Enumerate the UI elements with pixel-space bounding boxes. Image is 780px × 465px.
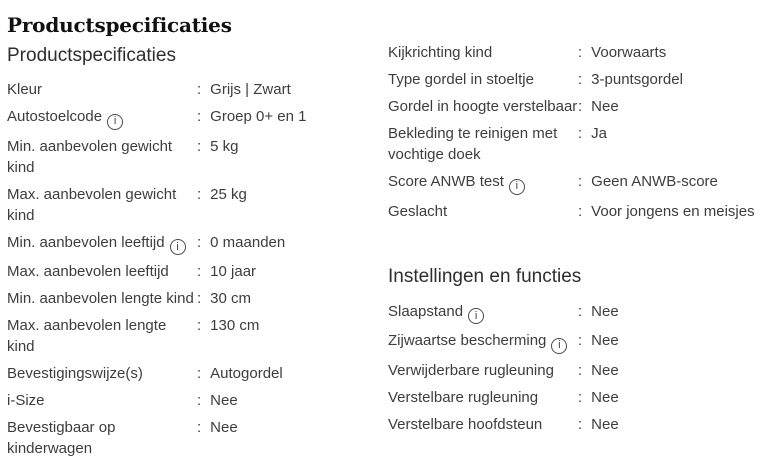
- spec-row: [7, 288, 388, 309]
- spec-label: [388, 414, 578, 435]
- info-icon[interactable]: i: [468, 308, 484, 324]
- spec-label-text: Max. aanbevolen lengte kind: [7, 317, 167, 355]
- spec-row: [7, 106, 388, 130]
- spec-label: [7, 390, 197, 411]
- spec-label-text: Bevestigbaar op kinderwagen: [7, 419, 116, 457]
- spec-value: Geen ANWB-score: [591, 173, 718, 190]
- spec-columns: [7, 44, 770, 465]
- spec-row: [7, 232, 388, 256]
- spec-label: [7, 106, 197, 130]
- spec-row: [388, 330, 770, 354]
- spec-label: [388, 42, 578, 63]
- spec-value: Nee: [591, 332, 619, 349]
- spec-row: [7, 261, 388, 282]
- spec-row: [388, 414, 770, 435]
- spec-colon: :: [578, 98, 583, 115]
- spec-colon: :: [197, 392, 202, 409]
- right-rows-productspecificaties: [388, 42, 770, 222]
- spec-colon: :: [578, 173, 583, 190]
- spec-label-text: Verstelbare rugleuning: [388, 388, 539, 406]
- spec-value: Nee: [591, 388, 619, 406]
- spec-label-text: Verwijderbare rugleuning: [388, 361, 554, 379]
- right-column: [388, 42, 770, 441]
- spec-label-text: Gordel in hoogte verstelbaar: [388, 98, 578, 115]
- spec-colon: :: [197, 419, 202, 436]
- spec-colon: :: [197, 137, 202, 155]
- info-icon[interactable]: i: [170, 239, 186, 255]
- spec-label: [388, 96, 578, 117]
- page-title: Productspecificaties: [7, 13, 232, 37]
- spec-label: [7, 136, 197, 178]
- spec-colon: :: [197, 317, 202, 334]
- spec-row: [388, 201, 770, 222]
- spec-row: [7, 417, 388, 459]
- spec-colon: :: [197, 233, 202, 251]
- spec-value: Nee: [591, 361, 619, 379]
- spec-label: [7, 184, 197, 226]
- section-heading-instellingen: Instellingen en functies: [388, 265, 582, 287]
- spec-label-text: Score ANWB test: [388, 173, 504, 190]
- spec-row: [388, 360, 770, 381]
- spec-colon: :: [197, 185, 202, 203]
- spec-label-text: Min. aanbevolen leeftijd: [7, 233, 165, 251]
- spec-colon: :: [197, 108, 202, 125]
- spec-row: [388, 387, 770, 408]
- spec-label-text: Bevestigingswijze(s): [7, 365, 143, 382]
- spec-row: [388, 301, 770, 325]
- spec-label-text: Slaapstand: [388, 302, 464, 320]
- spec-label: [7, 261, 197, 282]
- spec-row: [388, 123, 770, 165]
- spec-value: 3-puntsgordel: [591, 71, 683, 88]
- spec-label-text: Autostoelcode: [7, 108, 103, 125]
- spec-row: [388, 96, 770, 117]
- spec-colon: :: [197, 290, 202, 307]
- spec-label-text: i-Size: [7, 392, 45, 409]
- info-icon[interactable]: i: [509, 179, 525, 195]
- spec-label: [388, 201, 578, 222]
- spec-colon: :: [578, 202, 583, 220]
- spec-label: [388, 387, 578, 408]
- spec-label: [7, 315, 197, 357]
- spec-value: 0 maanden: [210, 233, 286, 251]
- spec-value: 10 jaar: [210, 263, 257, 280]
- spec-label-text: Geslacht: [388, 202, 448, 220]
- spec-value: Nee: [591, 415, 619, 433]
- spec-value: Grijs | Zwart: [210, 81, 291, 98]
- spec-value: Nee: [591, 98, 619, 115]
- spec-label-text: Zijwaartse bescherming: [388, 332, 547, 349]
- spec-row: [388, 69, 770, 90]
- spec-label-text: Bekleding te reinigen met vochtige doek: [388, 125, 558, 163]
- spec-label: [7, 417, 197, 459]
- left-column: [7, 44, 388, 465]
- spec-colon: :: [578, 125, 583, 142]
- spec-label: [7, 288, 197, 309]
- spec-colon: :: [197, 263, 202, 280]
- spec-row: [7, 315, 388, 357]
- spec-label: [388, 171, 578, 195]
- spec-label-text: Verstelbare hoofdsteun: [388, 415, 543, 433]
- info-icon[interactable]: i: [551, 338, 567, 354]
- spec-colon: :: [578, 415, 583, 433]
- spec-row: [388, 171, 770, 195]
- spec-value: 5 kg: [210, 137, 239, 155]
- spec-label: [388, 69, 578, 90]
- spec-colon: :: [578, 388, 583, 406]
- spec-colon: :: [578, 71, 583, 88]
- spec-colon: :: [197, 81, 202, 98]
- spec-label-text: Kijkrichting kind: [388, 44, 493, 61]
- spec-label: [388, 360, 578, 381]
- spec-row: [388, 42, 770, 63]
- spec-row: [7, 363, 388, 384]
- spec-label: [7, 232, 197, 256]
- spec-value: Nee: [210, 392, 238, 409]
- spec-colon: :: [578, 44, 583, 61]
- spec-colon: :: [578, 302, 583, 320]
- spec-label: [7, 79, 197, 100]
- spec-value: Ja: [591, 125, 608, 142]
- spec-value: Autogordel: [210, 365, 283, 382]
- spec-value: Voor jongens en meisjes: [591, 202, 755, 220]
- spec-row: [7, 136, 388, 178]
- spec-row: [7, 79, 388, 100]
- spec-label: [7, 363, 197, 384]
- spec-label: [388, 330, 578, 354]
- spec-value: 30 cm: [210, 290, 252, 307]
- section-heading-productspecificaties: Productspecificaties: [7, 45, 176, 66]
- spec-colon: :: [578, 332, 583, 349]
- spec-label-text: Max. aanbevolen leeftijd: [7, 263, 169, 280]
- spec-value: Voorwaarts: [591, 44, 667, 61]
- spec-value: 130 cm: [210, 317, 260, 334]
- spec-label: [388, 123, 578, 165]
- spec-row: [7, 184, 388, 226]
- spec-value: 25 kg: [210, 185, 247, 203]
- spec-value: Nee: [210, 419, 238, 436]
- info-icon[interactable]: i: [107, 114, 123, 130]
- spec-row: [7, 390, 388, 411]
- spec-label: [388, 301, 578, 325]
- right-rows-instellingen: [388, 301, 770, 435]
- spec-label-text: Min. aanbevolen lengte kind: [7, 290, 194, 307]
- spec-colon: :: [578, 361, 583, 379]
- spec-label-text: Type gordel in stoeltje: [388, 71, 534, 88]
- spec-value: Groep 0+ en 1: [210, 108, 307, 125]
- spec-colon: :: [197, 365, 202, 382]
- spec-label-text: Min. aanbevolen gewicht kind: [7, 137, 173, 176]
- spec-value: Nee: [591, 302, 619, 320]
- left-rows: [7, 79, 388, 459]
- spec-label-text: Kleur: [7, 81, 43, 98]
- spec-label-text: Max. aanbevolen gewicht kind: [7, 185, 177, 224]
